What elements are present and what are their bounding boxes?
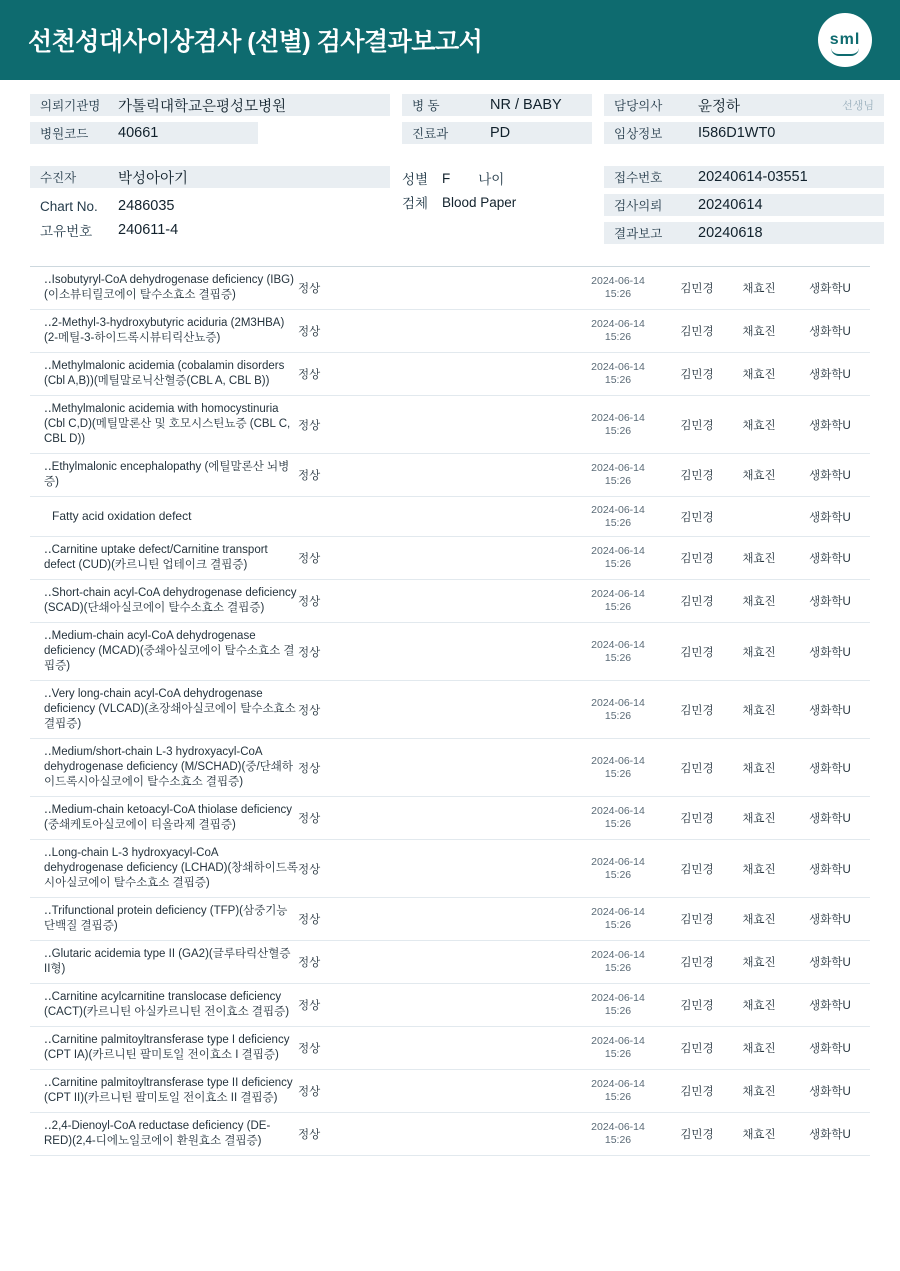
result-reviewer: 채효진 bbox=[742, 1043, 776, 1055]
result-datetime bbox=[570, 992, 666, 1018]
result-tester: 김민경 bbox=[680, 813, 714, 825]
ward-label: 병 동 bbox=[412, 99, 440, 113]
doctor-label: 담당의사 bbox=[614, 99, 663, 113]
result-value: 정상 bbox=[298, 863, 321, 876]
accession-label: 접수번호 bbox=[614, 171, 663, 185]
clinical-info-field bbox=[604, 122, 884, 144]
specimen-label: 검체 bbox=[402, 196, 429, 211]
result-datetime bbox=[570, 275, 666, 301]
result-test-name: ‥2,4-Dienoyl-CoA reductase deficiency (DE-RED)(2,4-디에노일코에이 환원효소 결핍증) bbox=[44, 1120, 271, 1147]
result-reviewer: 채효진 bbox=[742, 1000, 776, 1012]
page-title: 선천성대사이상검사 (선별) 검사결과보고서 bbox=[28, 28, 483, 56]
result-datetime bbox=[570, 1078, 666, 1104]
result-time: 15:26 bbox=[604, 709, 632, 722]
info-column-middle bbox=[402, 94, 592, 250]
table-row bbox=[30, 1070, 870, 1113]
result-tester: 김민경 bbox=[680, 914, 714, 926]
result-tester: 김민경 bbox=[680, 646, 714, 659]
result-lab-dept: 생화학U bbox=[809, 1129, 851, 1141]
table-row bbox=[30, 898, 870, 941]
result-test-name: ‥Ethylmalonic encephalopathy (에틸말론산 뇌병증) bbox=[44, 461, 290, 488]
result-lab-dept: 생화학U bbox=[809, 283, 851, 295]
result-test-name: ‥Methylmalonic acidemia with homocystinuria (Cbl C,D)(메틸말론산 및 호모시스틴뇨증 (CBL C, CBL D)) bbox=[44, 403, 291, 445]
result-reviewer: 채효진 bbox=[742, 553, 776, 565]
result-date: 2024-06-14 bbox=[591, 906, 645, 918]
result-reviewer: 채효진 bbox=[742, 1086, 776, 1098]
sex-value: F bbox=[442, 170, 451, 186]
result-tester: 김민경 bbox=[680, 1043, 714, 1055]
result-time: 15:26 bbox=[604, 767, 632, 780]
result-time: 15:26 bbox=[604, 868, 632, 881]
result-lab-dept: 생화학U bbox=[809, 369, 851, 381]
result-date: 2024-06-14 bbox=[591, 696, 645, 709]
result-date: 2024-06-14 bbox=[591, 1121, 645, 1133]
result-value: 정상 bbox=[298, 1129, 321, 1141]
table-row bbox=[30, 941, 870, 984]
result-lab-dept: 생화학U bbox=[809, 1086, 851, 1098]
result-date: 2024-06-14 bbox=[591, 754, 645, 767]
result-lab-dept: 생화학U bbox=[809, 326, 851, 338]
result-value: 정상 bbox=[298, 419, 321, 432]
result-lab-dept: 생화학U bbox=[809, 511, 851, 524]
result-test-name: ‥Trifunctional protein deficiency (TFP)(삼중기능 단백질 결핍증) bbox=[44, 905, 288, 932]
result-test-name: ‥Medium/short-chain L-3 hydroxyacyl-CoA dehydrogenase deficiency (M/SCHAD)(중/단쇄하이드록시아실코에이 탈수소효소 결핍증) bbox=[44, 746, 293, 788]
patient-name-label: 수진자 bbox=[40, 171, 77, 185]
table-row bbox=[30, 310, 870, 353]
clinic-dept-value: PD bbox=[490, 125, 511, 141]
sex-label: 성별 bbox=[402, 172, 429, 187]
table-row bbox=[30, 984, 870, 1027]
sex-age-field bbox=[402, 166, 592, 190]
result-test-name: ‥Carnitine acylcarnitine translocase deficiency (CACT)(카르니틴 아실카르니틴 전이효소 결핍증) bbox=[44, 991, 290, 1018]
request-date-value: 20240614 bbox=[698, 197, 763, 213]
result-date: 2024-06-14 bbox=[591, 992, 645, 1004]
result-lab-dept: 생화학U bbox=[809, 957, 851, 969]
result-reviewer: 채효진 bbox=[742, 704, 776, 717]
result-value: 정상 bbox=[298, 326, 321, 338]
result-tester: 김민경 bbox=[680, 326, 714, 338]
result-date: 2024-06-14 bbox=[591, 275, 645, 287]
result-tester: 김민경 bbox=[680, 470, 714, 482]
unique-no-value: 240611-4 bbox=[118, 222, 179, 238]
result-value: 정상 bbox=[298, 369, 321, 381]
result-value: 정상 bbox=[298, 813, 321, 825]
result-datetime bbox=[570, 504, 666, 530]
result-time: 15:26 bbox=[604, 331, 632, 343]
result-test-name: ‥Long-chain L-3 hydroxyacyl-CoA dehydrogenase deficiency (LCHAD)(창쇄하이드록시아실코에이 탈수소효소 결핍증) bbox=[44, 847, 298, 889]
result-date: 2024-06-14 bbox=[591, 318, 645, 330]
result-lab-dept: 생화학U bbox=[809, 646, 851, 659]
table-row bbox=[30, 580, 870, 623]
table-row bbox=[30, 497, 870, 537]
org-value: 가톨릭대학교은평성모병원 bbox=[118, 98, 287, 115]
result-lab-dept: 생화학U bbox=[809, 470, 851, 482]
clinical-info-label: 임상정보 bbox=[614, 127, 663, 141]
result-tester: 김민경 bbox=[680, 283, 714, 295]
result-time: 15:26 bbox=[604, 962, 632, 974]
result-value: 정상 bbox=[298, 470, 321, 482]
result-datetime bbox=[570, 949, 666, 975]
result-tester: 김민경 bbox=[680, 762, 714, 775]
result-tester: 김민경 bbox=[680, 369, 714, 381]
age-label: 나이 bbox=[478, 172, 505, 187]
result-datetime bbox=[570, 545, 666, 571]
result-reviewer: 채효진 bbox=[742, 369, 776, 381]
result-tester: 김민경 bbox=[680, 863, 714, 876]
result-value: 정상 bbox=[298, 914, 321, 926]
result-time: 15:26 bbox=[604, 1048, 632, 1060]
table-row bbox=[30, 840, 870, 898]
report-date-value: 20240618 bbox=[698, 225, 763, 241]
result-reviewer: 채효진 bbox=[742, 813, 776, 825]
report-date-field bbox=[604, 222, 884, 244]
clinic-dept-label: 진료과 bbox=[412, 127, 449, 141]
result-tester: 김민경 bbox=[680, 1000, 714, 1012]
result-date: 2024-06-14 bbox=[591, 588, 645, 600]
result-date: 2024-06-14 bbox=[591, 545, 645, 557]
sml-logo-icon bbox=[818, 13, 872, 67]
result-tester: 김민경 bbox=[680, 704, 714, 717]
result-datetime bbox=[570, 856, 666, 882]
chart-no-value: 2486035 bbox=[118, 198, 175, 214]
result-test-name: ‥Short-chain acyl-CoA dehydrogenase deficiency (SCAD)(단쇄아실코에이 탈수소효소 결핍증) bbox=[44, 587, 297, 614]
result-value: 정상 bbox=[298, 646, 321, 659]
result-lab-dept: 생화학U bbox=[809, 813, 851, 825]
result-test-name: Fatty acid oxidation defect bbox=[52, 509, 192, 523]
result-date: 2024-06-14 bbox=[591, 805, 645, 817]
logo-text: sml bbox=[829, 31, 861, 48]
result-reviewer: 채효진 bbox=[742, 646, 776, 659]
table-row bbox=[30, 267, 870, 310]
result-datetime bbox=[570, 588, 666, 614]
results-table bbox=[30, 266, 870, 1156]
result-date: 2024-06-14 bbox=[591, 949, 645, 961]
result-datetime bbox=[570, 906, 666, 932]
result-value: 정상 bbox=[298, 762, 321, 775]
specimen-field bbox=[402, 190, 592, 214]
result-time: 15:26 bbox=[604, 1134, 632, 1146]
result-datetime bbox=[570, 412, 666, 438]
chart-no-label: Chart No. bbox=[40, 198, 98, 214]
result-datetime bbox=[570, 318, 666, 344]
ward-field bbox=[402, 94, 592, 116]
table-row bbox=[30, 797, 870, 840]
doctor-value: 윤정하 bbox=[698, 98, 741, 115]
result-time: 15:26 bbox=[604, 1005, 632, 1017]
logo-arc-icon bbox=[831, 48, 859, 56]
result-date: 2024-06-14 bbox=[591, 361, 645, 373]
result-test-name: ‥Isobutyryl-CoA dehydrogenase deficiency (IBG)(이소뷰티릴코에이 탈수소효소 결핍증) bbox=[44, 274, 294, 301]
accession-field bbox=[604, 166, 884, 188]
result-value: 정상 bbox=[298, 553, 321, 565]
result-test-name: ‥Carnitine uptake defect/Carnitine transport defect (CUD)(카르니틴 업테이크 결핍증) bbox=[44, 544, 268, 571]
result-date: 2024-06-14 bbox=[591, 1035, 645, 1047]
table-row bbox=[30, 353, 870, 396]
result-datetime bbox=[570, 462, 666, 488]
result-tester: 김민경 bbox=[680, 1129, 714, 1141]
result-value: 정상 bbox=[298, 596, 321, 608]
result-lab-dept: 생화학U bbox=[809, 419, 851, 432]
info-column-right bbox=[604, 94, 884, 250]
result-datetime bbox=[570, 639, 666, 665]
result-time: 15:26 bbox=[604, 818, 632, 830]
result-reviewer: 채효진 bbox=[742, 470, 776, 482]
result-datetime bbox=[570, 805, 666, 831]
accession-value: 20240614-03551 bbox=[698, 169, 808, 185]
table-row bbox=[30, 623, 870, 681]
unique-no-label: 고유번호 bbox=[40, 224, 93, 239]
result-time: 15:26 bbox=[604, 374, 632, 386]
table-row bbox=[30, 1027, 870, 1070]
result-time: 15:26 bbox=[604, 919, 632, 931]
result-reviewer: 채효진 bbox=[742, 596, 776, 608]
result-tester: 김민경 bbox=[680, 511, 714, 524]
result-reviewer: 채효진 bbox=[742, 326, 776, 338]
result-lab-dept: 생화학U bbox=[809, 762, 851, 775]
result-datetime bbox=[570, 697, 666, 723]
result-datetime bbox=[570, 1035, 666, 1061]
patient-name-field bbox=[30, 166, 390, 188]
result-time: 15:26 bbox=[604, 651, 632, 664]
result-value: 정상 bbox=[298, 1043, 321, 1055]
result-reviewer: 채효진 bbox=[742, 762, 776, 775]
request-date-label: 검사의뢰 bbox=[614, 199, 663, 213]
table-row bbox=[30, 1113, 870, 1156]
result-lab-dept: 생화학U bbox=[809, 1043, 851, 1055]
hospital-code-label: 병원코드 bbox=[40, 127, 89, 141]
request-date-field bbox=[604, 194, 884, 216]
doctor-suffix: 선생님 bbox=[842, 100, 874, 112]
result-tester: 김민경 bbox=[680, 553, 714, 565]
result-value: 정상 bbox=[298, 1086, 321, 1098]
hospital-code-value: 40661 bbox=[118, 125, 159, 141]
result-time: 15:26 bbox=[604, 475, 632, 487]
unique-no-field bbox=[30, 218, 390, 242]
result-test-name: ‥Medium-chain acyl-CoA dehydrogenase deficiency (MCAD)(중쇄아실코에이 탈수소효소 결핍증) bbox=[44, 630, 295, 672]
report-date-label: 결과보고 bbox=[614, 227, 663, 241]
result-test-name: ‥2-Methyl-3-hydroxybutyric aciduria (2M3HBA)(2-메틸-3-하이드록시뷰티릭산뇨증) bbox=[44, 317, 285, 344]
result-reviewer: 채효진 bbox=[742, 1129, 776, 1141]
result-test-name: ‥Methylmalonic acidemia (cobalamin disorders (Cbl A,B))(메틸말로닉산혈증(CBL A, CBL B)) bbox=[44, 360, 285, 387]
result-time: 15:26 bbox=[604, 601, 632, 613]
table-row bbox=[30, 537, 870, 580]
doctor-field bbox=[604, 94, 884, 116]
result-date: 2024-06-14 bbox=[591, 503, 645, 516]
result-test-name: ‥Very long-chain acyl-CoA dehydrogenase deficiency (VLCAD)(초장쇄아실코에이 탈수소효소 결핍증) bbox=[44, 688, 296, 730]
result-lab-dept: 생화학U bbox=[809, 914, 851, 926]
result-test-name: ‥Medium-chain ketoacyl-CoA thiolase deficiency (중쇄케토아실코에이 티올라제 결핍증) bbox=[44, 804, 293, 831]
result-lab-dept: 생화학U bbox=[809, 1000, 851, 1012]
result-tester: 김민경 bbox=[680, 419, 714, 432]
result-tester: 김민경 bbox=[680, 1086, 714, 1098]
result-time: 15:26 bbox=[604, 516, 632, 529]
result-test-name: ‥Glutaric acidemia type II (GA2)(글루타릭산혈증 II형) bbox=[44, 948, 291, 975]
result-reviewer: 채효진 bbox=[742, 957, 776, 969]
table-row bbox=[30, 454, 870, 497]
result-time: 15:26 bbox=[604, 558, 632, 570]
result-date: 2024-06-14 bbox=[591, 462, 645, 474]
result-reviewer: 채효진 bbox=[742, 914, 776, 926]
result-reviewer: 채효진 bbox=[742, 863, 776, 876]
table-row bbox=[30, 396, 870, 454]
result-datetime bbox=[570, 1121, 666, 1147]
table-row bbox=[30, 681, 870, 739]
result-value: 정상 bbox=[298, 957, 321, 969]
table-row bbox=[30, 739, 870, 797]
clinic-dept-field bbox=[402, 122, 592, 144]
result-lab-dept: 생화학U bbox=[809, 596, 851, 608]
result-lab-dept: 생화학U bbox=[809, 553, 851, 565]
result-tester: 김민경 bbox=[680, 596, 714, 608]
result-time: 15:26 bbox=[604, 288, 632, 300]
result-date: 2024-06-14 bbox=[591, 855, 645, 868]
patient-info bbox=[0, 80, 900, 256]
chart-no-field bbox=[30, 194, 390, 218]
result-value: 정상 bbox=[298, 1000, 321, 1012]
org-label: 의뢰기관명 bbox=[40, 99, 101, 113]
report-header bbox=[0, 0, 900, 80]
result-tester: 김민경 bbox=[680, 957, 714, 969]
result-test-name: ‥Carnitine palmitoyltransferase type II deficiency (CPT II)(카르니틴 팔미토일 전이효소 II 결핍증) bbox=[44, 1077, 293, 1104]
result-datetime bbox=[570, 755, 666, 781]
clinical-info-value: I586D1WT0 bbox=[698, 125, 776, 141]
ward-value: NR / BABY bbox=[490, 97, 562, 113]
result-reviewer: 채효진 bbox=[742, 419, 776, 432]
result-lab-dept: 생화학U bbox=[809, 863, 851, 876]
hospital-code-field bbox=[30, 122, 258, 144]
result-reviewer: 채효진 bbox=[742, 283, 776, 295]
info-column-left bbox=[30, 94, 390, 250]
result-value: 정상 bbox=[298, 704, 321, 717]
result-lab-dept: 생화학U bbox=[809, 704, 851, 717]
specimen-value: Blood Paper bbox=[442, 194, 517, 210]
patient-name-value: 박성아아기 bbox=[118, 170, 189, 187]
result-datetime bbox=[570, 361, 666, 387]
result-value: 정상 bbox=[298, 283, 321, 295]
result-time: 15:26 bbox=[604, 424, 632, 437]
result-test-name: ‥Carnitine palmitoyltransferase type I deficiency (CPT IA)(카르니틴 팔미토일 전이효소 I 결핍증) bbox=[44, 1034, 290, 1061]
result-time: 15:26 bbox=[604, 1091, 632, 1103]
result-date: 2024-06-14 bbox=[591, 638, 645, 651]
result-date: 2024-06-14 bbox=[591, 1078, 645, 1090]
org-field bbox=[30, 94, 390, 116]
result-date: 2024-06-14 bbox=[591, 411, 645, 424]
